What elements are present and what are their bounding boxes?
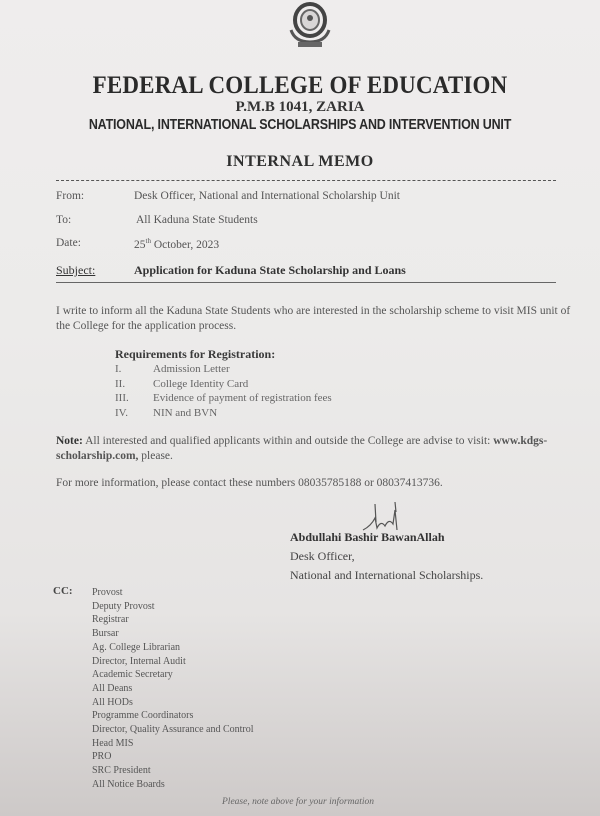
cc-recipient: SRC President — [92, 765, 151, 777]
signatory-block — [290, 528, 483, 585]
requirement-number: II. — [115, 377, 126, 390]
requirement-number: I. — [115, 363, 122, 375]
cc-recipient: Registrar — [92, 614, 129, 626]
requirement-text: NIN and BVN — [153, 406, 218, 419]
cc-recipient: Ag. College Librarian — [92, 641, 181, 653]
note-tail: please. — [138, 450, 173, 462]
cc-recipient: Deputy Provost — [92, 600, 155, 612]
cc-recipient: PRO — [92, 751, 112, 763]
requirement-number: IV. — [115, 406, 128, 419]
date-label: Date: — [56, 237, 81, 249]
requirement-number: III. — [115, 392, 129, 404]
footer-note: Please, note above for your information — [222, 797, 374, 807]
requirements-title: Requirements for Registration: — [115, 347, 276, 361]
scholarship-website-link[interactable]: www.kdgs-scholarship.com, — [56, 435, 548, 462]
signatory-title: Desk Officer, — [290, 549, 355, 563]
cc-recipient: All Deans — [92, 682, 133, 694]
institution-address: P.M.B 1041, ZARIA — [235, 99, 365, 115]
cc-recipient: Head MIS — [92, 737, 134, 749]
note-label: Note: — [56, 435, 83, 447]
date-day: 25 — [134, 238, 146, 251]
unit-name: NATIONAL, INTERNATIONAL SCHOLARSHIPS AND INTERVENTION UNIT — [88, 117, 512, 133]
cc-list — [92, 586, 254, 792]
cc-recipient: Director, Internal Audit — [92, 655, 186, 667]
cc-recipient: All Notice Boards — [92, 778, 165, 790]
note-paragraph — [56, 434, 576, 464]
from-label: From: — [56, 190, 85, 202]
requirement-text: College Identity Card — [153, 377, 249, 390]
to-value: All Kaduna State Students — [136, 214, 258, 226]
signatory-department: National and International Scholarships. — [290, 568, 484, 582]
subject-value: Application for Kaduna State Scholarship and Loans — [134, 263, 406, 277]
subject-divider — [56, 282, 556, 283]
signatory-name: Abdullahi Bashir BawanAllah — [290, 530, 445, 544]
contact-paragraph: For more information, please contact these numbers 08035785188 or 08037413736. — [56, 477, 443, 489]
date-suffix: th — [145, 237, 151, 245]
to-label: To: — [56, 214, 72, 226]
intro-paragraph: I write to inform all the Kaduna State Students who are interested in the scholarship scheme to visit MIS unit of the College for the application process. — [56, 305, 571, 332]
requirement-text: Evidence of payment of registration fees — [153, 392, 332, 404]
subject-label: Subject: — [56, 263, 96, 277]
cc-recipient: Provost — [92, 587, 123, 598]
college-crest-icon — [281, 0, 339, 50]
institution-name: FEDERAL COLLEGE OF EDUCATION — [92, 72, 508, 99]
cc-recipient: Bursar — [92, 628, 119, 640]
date-rest: October, 2023 — [150, 238, 220, 251]
cc-recipient: Programme Coordinators — [92, 710, 194, 722]
date-value — [134, 237, 219, 251]
from-value: Desk Officer, National and International Scholarship Unit — [134, 190, 400, 202]
header-divider — [56, 180, 556, 181]
cc-recipient: All HODs — [92, 696, 133, 708]
cc-recipient: Director, Quality Assurance and Control — [92, 724, 254, 736]
note-text: All interested and qualified applicants within and outside the College are advise to visit: — [82, 435, 494, 447]
memo-title: INTERNAL MEMO — [226, 153, 374, 170]
requirement-text: Admission Letter — [153, 363, 230, 375]
cc-label: CC: — [53, 585, 73, 597]
cc-recipient: Academic Secretary — [92, 669, 173, 681]
